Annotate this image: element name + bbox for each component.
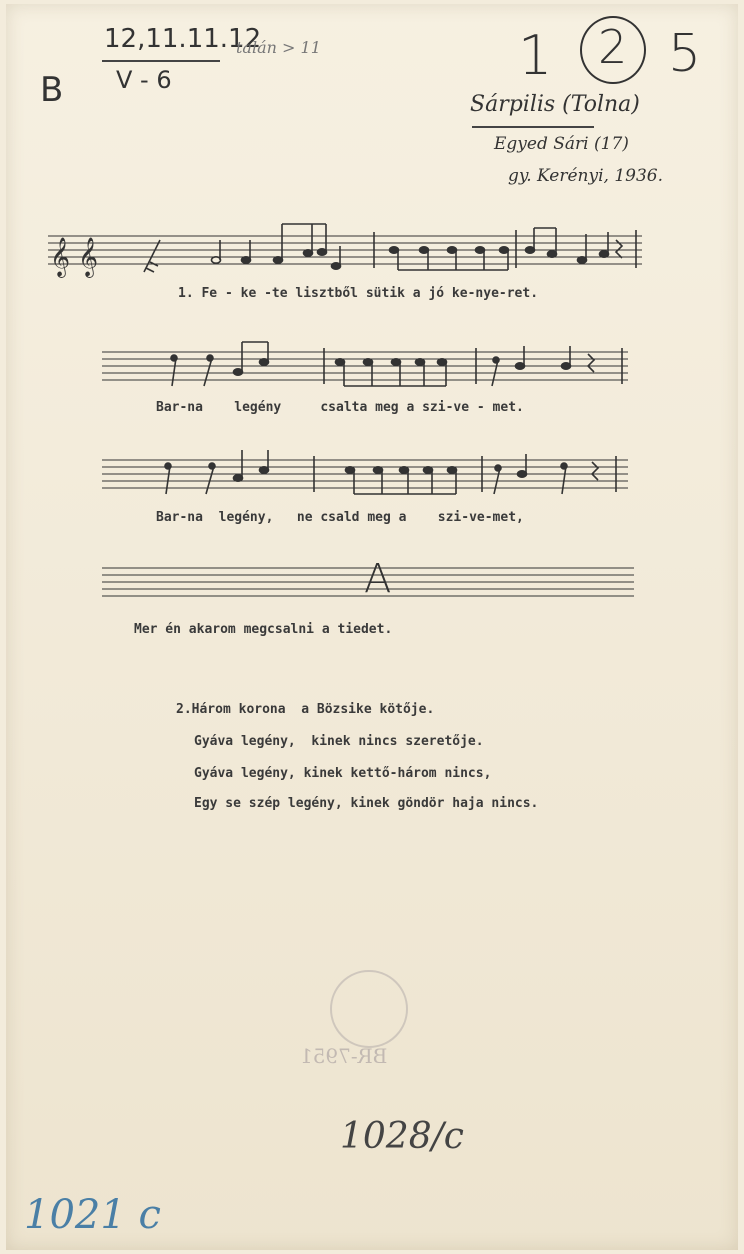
- lyric-line-4: Mer én akarom megcsalni a tiedet.: [134, 622, 393, 637]
- index-number-2: 2: [598, 20, 628, 74]
- meter-underline: [102, 60, 220, 62]
- meter-note: talán > 11: [236, 38, 321, 57]
- place-underline: [472, 126, 594, 128]
- music-stave-2: [98, 338, 638, 398]
- index-number-1: 1: [518, 24, 553, 87]
- catalog-number: 1028/c: [340, 1116, 464, 1157]
- place-name: Sárpilis (Tolna): [470, 92, 640, 117]
- music-stave-1: [40, 222, 660, 282]
- svg-text:𝄞: 𝄞: [78, 237, 99, 277]
- verse-2-line-2: Gyáva legény, kinek nincs szeretője.: [194, 734, 484, 749]
- meter-bottom: V - 6: [116, 66, 172, 94]
- stave-letter-a: A: [364, 556, 392, 602]
- lyric-line-2: Bar-na legény csalta meg a szi-ve - met.: [156, 400, 524, 415]
- verse-2-line-1: 2.Három korona a Bözsike kötője.: [176, 702, 435, 717]
- lyric-line-3: Bar-na legény, ne csald meg a szi-ve-met,: [156, 510, 524, 525]
- verse-2-line-3: Gyáva legény, kinek kettő-három nincs,: [194, 766, 492, 781]
- collector-name: gy. Kerényi, 1936.: [508, 166, 663, 186]
- meter-numbers: 12,11.11.12: [104, 24, 262, 54]
- verse-2-line-4: Egy se szép legény, kinek göndör haja nincs.: [194, 796, 539, 811]
- singer-name: Egyed Sári (17): [494, 134, 629, 154]
- corner-number: 1021 c: [24, 1192, 161, 1238]
- music-stave-3: [98, 446, 638, 506]
- stamp-number: BR-7951: [300, 1044, 388, 1068]
- library-stamp: [330, 970, 408, 1048]
- lyric-line-1: 1. Fe - ke -te lisztből sütik a jó ke-nye-ret.: [178, 286, 539, 301]
- class-letter: B: [40, 70, 64, 110]
- index-number-5: 5: [668, 24, 702, 84]
- svg-text:𝄞: 𝄞: [50, 237, 71, 277]
